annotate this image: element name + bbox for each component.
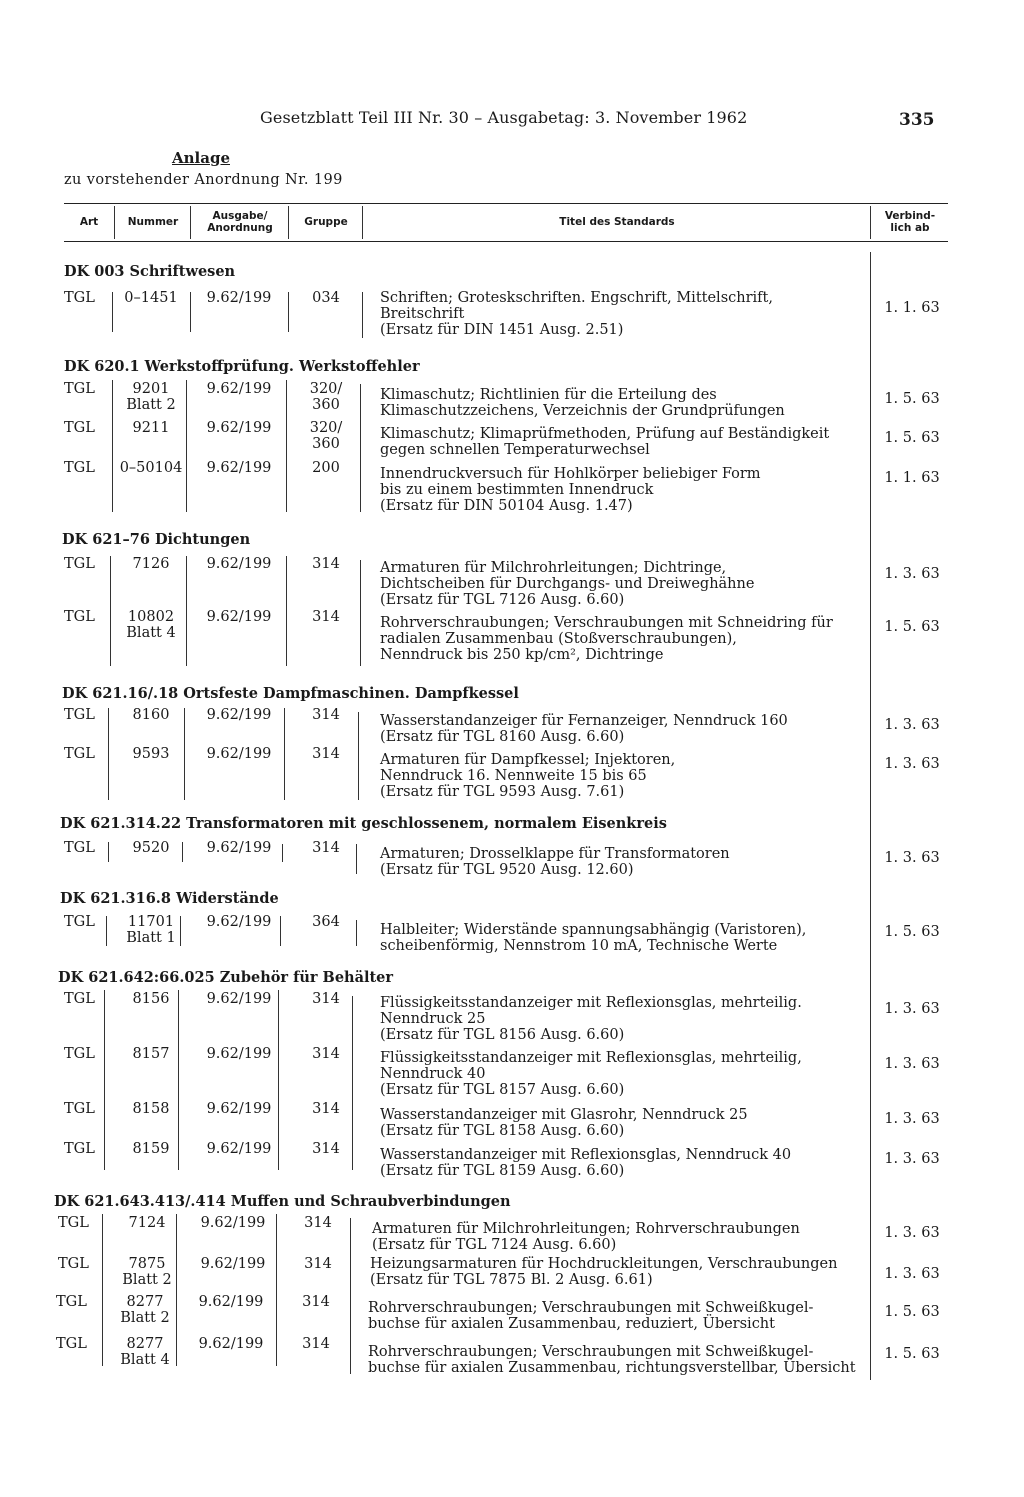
- cell-art: TGL: [64, 381, 95, 397]
- cell-nummer: 10802 Blatt 4: [126, 609, 176, 641]
- cell-titel: Armaturen für Dampfkessel; Injektoren, Nenndruck 16. Nennweite 15 bis 65 (Ersatz für TGL 9593 Ausg. 7.61): [380, 752, 676, 800]
- cell-ausgabe: 9.62/199: [206, 840, 272, 856]
- annex-title: Anlage: [172, 149, 230, 167]
- cell-verbindlich: 1. 3. 63: [884, 717, 940, 733]
- column-header-ausgabe: Ausgabe/ Anordnung: [207, 210, 273, 234]
- cell-titel: Klimaschutz; Klimaprüfmethoden, Prüfung auf Beständigkeit gegen schnellen Temperaturwechsel: [380, 426, 830, 458]
- cell-gruppe: 320/ 360: [309, 420, 343, 452]
- cell-ausgabe: 9.62/199: [198, 1294, 264, 1310]
- cell-gruppe: 200: [312, 460, 340, 476]
- cell-ausgabe: 9.62/199: [206, 1101, 272, 1117]
- cell-gruppe: 314: [312, 609, 340, 625]
- cell-ausgabe: 9.62/199: [206, 460, 272, 476]
- cell-nummer: 0–50104: [119, 460, 183, 476]
- cell-art: TGL: [58, 1215, 89, 1231]
- cell-nummer: 8277 Blatt 4: [120, 1336, 170, 1368]
- section-heading: DK 003 Schriftwesen: [64, 263, 236, 280]
- cell-titel: Armaturen für Milchrohrleitungen; Dichtringe, Dichtscheiben für Durchgangs- und Dreiweghähne (Ersatz für TGL 7126 Ausg. 6.60): [380, 560, 755, 608]
- cell-ausgabe: 9.62/199: [206, 381, 272, 397]
- cell-art: TGL: [64, 746, 95, 762]
- cell-titel: Rohrverschraubungen; Verschraubungen mit Schneidring für radialen Zusammenbau (Stoßverschraubungen), Nenndruck bis 250 kp/cm², Dichtringe: [380, 615, 833, 663]
- cell-titel: Armaturen für Milchrohrleitungen; Rohrverschraubungen (Ersatz für TGL 7124 Ausg. 6.60): [372, 1221, 800, 1253]
- cell-ausgabe: 9.62/199: [206, 609, 272, 625]
- cell-nummer: 8277 Blatt 2: [120, 1294, 170, 1326]
- cell-titel: Heizungsarmaturen für Hochdruckleitungen, Verschraubungen (Ersatz für TGL 7875 Bl. 2 Ausg. 6.61): [370, 1256, 838, 1288]
- cell-nummer: 7875 Blatt 2: [122, 1256, 172, 1288]
- cell-titel: Innendruckversuch für Hohlkörper beliebiger Form bis zu einem bestimmten Innendruck (Ersatz für DIN 50104 Ausg. 1.47): [380, 466, 761, 514]
- cell-gruppe: 314: [312, 991, 340, 1007]
- cell-gruppe: 314: [302, 1294, 330, 1310]
- page-header: Gesetzblatt Teil III Nr. 30 – Ausgabetag: 3. November 1962: [260, 108, 748, 127]
- cell-ausgabe: 9.62/199: [198, 1336, 264, 1352]
- cell-verbindlich: 1. 3. 63: [884, 566, 940, 582]
- cell-verbindlich: 1. 1. 63: [884, 470, 940, 486]
- cell-ausgabe: 9.62/199: [200, 1215, 266, 1231]
- cell-ausgabe: 9.62/199: [200, 1256, 266, 1272]
- cell-gruppe: 320/ 360: [309, 381, 343, 413]
- cell-art: TGL: [64, 1046, 95, 1062]
- cell-titel: Wasserstandanzeiger für Fernanzeiger, Nenndruck 160 (Ersatz für TGL 8160 Ausg. 6.60): [380, 713, 788, 745]
- cell-art: TGL: [56, 1294, 87, 1310]
- cell-titel: Halbleiter; Widerstände spannungsabhängig (Varistoren), scheibenförmig, Nennstrom 10 mA, Technische Werte: [380, 922, 807, 954]
- cell-art: TGL: [64, 1101, 95, 1117]
- cell-ausgabe: 9.62/199: [206, 1141, 272, 1157]
- cell-nummer: 7124: [128, 1215, 166, 1231]
- annex-subtitle: zu vorstehender Anordnung Nr. 199: [64, 172, 343, 188]
- cell-titel: Armaturen; Drosselklappe für Transformatoren (Ersatz für TGL 9520 Ausg. 12.60): [380, 846, 730, 878]
- cell-verbindlich: 1. 5. 63: [884, 619, 940, 635]
- section-heading: DK 621.643.413/.414 Muffen und Schraubverbindungen: [54, 1193, 511, 1210]
- cell-art: TGL: [64, 556, 95, 572]
- cell-gruppe: 314: [312, 707, 340, 723]
- section-heading: DK 621.16/.18 Ortsfeste Dampfmaschinen. Dampfkessel: [62, 685, 519, 702]
- cell-verbindlich: 1. 3. 63: [884, 1001, 940, 1017]
- cell-verbindlich: 1. 1. 63: [884, 300, 940, 316]
- cell-ausgabe: 9.62/199: [206, 914, 272, 930]
- cell-nummer: 0–1451: [124, 290, 178, 306]
- cell-ausgabe: 9.62/199: [206, 420, 272, 436]
- cell-verbindlich: 1. 3. 63: [884, 1225, 940, 1241]
- cell-titel: Rohrverschraubungen; Verschraubungen mit Schweißkugel- buchse für axialen Zusammenbau, reduziert, Übersicht: [368, 1300, 814, 1332]
- cell-verbindlich: 1. 3. 63: [884, 1056, 940, 1072]
- cell-titel: Rohrverschraubungen; Verschraubungen mit Schweißkugel- buchse für axialen Zusammenbau, richtungsverstellbar, Übersicht: [368, 1344, 856, 1376]
- cell-art: TGL: [56, 1336, 87, 1352]
- cell-verbindlich: 1. 3. 63: [884, 756, 940, 772]
- cell-gruppe: 314: [312, 1046, 340, 1062]
- cell-gruppe: 314: [312, 1141, 340, 1157]
- cell-gruppe: 314: [312, 556, 340, 572]
- cell-verbindlich: 1. 5. 63: [884, 430, 940, 446]
- section-heading: DK 620.1 Werkstoffprüfung. Werkstoffehler: [64, 358, 420, 375]
- cell-art: TGL: [64, 460, 95, 476]
- cell-verbindlich: 1. 3. 63: [884, 850, 940, 866]
- cell-gruppe: 314: [304, 1256, 332, 1272]
- cell-nummer: 11701 Blatt 1: [126, 914, 176, 946]
- cell-titel: Klimaschutz; Richtlinien für die Erteilung des Klimaschutzzeichens, Verzeichnis der Grundprüfungen: [380, 387, 785, 419]
- cell-gruppe: 314: [302, 1336, 330, 1352]
- cell-art: TGL: [64, 707, 95, 723]
- column-header-titel: Titel des Standards: [559, 215, 675, 228]
- cell-nummer: 8159: [132, 1141, 170, 1157]
- cell-gruppe: 034: [312, 290, 340, 306]
- cell-gruppe: 314: [304, 1215, 332, 1231]
- cell-nummer: 8160: [132, 707, 170, 723]
- section-heading: DK 621.642:66.025 Zubehör für Behälter: [58, 969, 394, 986]
- cell-nummer: 8158: [132, 1101, 170, 1117]
- page-number: 335: [899, 110, 935, 130]
- column-header-nummer: Nummer: [127, 215, 179, 228]
- cell-nummer: 8157: [132, 1046, 170, 1062]
- cell-ausgabe: 9.62/199: [206, 991, 272, 1007]
- cell-ausgabe: 9.62/199: [206, 290, 272, 306]
- cell-ausgabe: 9.62/199: [206, 707, 272, 723]
- cell-nummer: 7126: [132, 556, 170, 572]
- column-header-art: Art: [79, 215, 99, 228]
- cell-titel: Flüssigkeitsstandanzeiger mit Reflexionsglas, mehrteilig, Nenndruck 40 (Ersatz für TGL 8157 Ausg. 6.60): [380, 1050, 802, 1098]
- cell-art: TGL: [64, 914, 95, 930]
- cell-verbindlich: 1. 5. 63: [884, 1304, 940, 1320]
- cell-titel: Flüssigkeitsstandanzeiger mit Reflexionsglas, mehrteilig. Nenndruck 25 (Ersatz für TGL 8156 Ausg. 6.60): [380, 995, 802, 1043]
- column-header-gruppe: Gruppe: [304, 215, 348, 228]
- cell-titel: Schriften; Groteskschriften. Engschrift, Mittelschrift, Breitschrift (Ersatz für DIN 1451 Ausg. 2.51): [380, 290, 773, 338]
- cell-ausgabe: 9.62/199: [206, 1046, 272, 1062]
- cell-nummer: 9211: [132, 420, 170, 436]
- cell-gruppe: 314: [312, 1101, 340, 1117]
- cell-nummer: 9201 Blatt 2: [126, 381, 176, 413]
- cell-gruppe: 314: [312, 840, 340, 856]
- column-header-verbindlich: Verbind- lich ab: [884, 210, 936, 234]
- cell-ausgabe: 9.62/199: [206, 556, 272, 572]
- cell-ausgabe: 9.62/199: [206, 746, 272, 762]
- cell-art: TGL: [58, 1256, 89, 1272]
- cell-verbindlich: 1. 3. 63: [884, 1151, 940, 1167]
- cell-art: TGL: [64, 290, 95, 306]
- cell-titel: Wasserstandanzeiger mit Reflexionsglas, Nenndruck 40 (Ersatz für TGL 8159 Ausg. 6.60): [380, 1147, 792, 1179]
- cell-verbindlich: 1. 3. 63: [884, 1111, 940, 1127]
- cell-verbindlich: 1. 5. 63: [884, 391, 940, 407]
- cell-nummer: 8156: [132, 991, 170, 1007]
- cell-titel: Wasserstandanzeiger mit Glasrohr, Nenndruck 25 (Ersatz für TGL 8158 Ausg. 6.60): [380, 1107, 748, 1139]
- section-heading: DK 621.316.8 Widerstände: [60, 890, 279, 907]
- cell-verbindlich: 1. 3. 63: [884, 1266, 940, 1282]
- cell-nummer: 9520: [132, 840, 170, 856]
- section-heading: DK 621–76 Dichtungen: [62, 531, 251, 548]
- cell-art: TGL: [64, 420, 95, 436]
- cell-gruppe: 364: [312, 914, 340, 930]
- cell-art: TGL: [64, 991, 95, 1007]
- cell-art: TGL: [64, 609, 95, 625]
- section-heading: DK 621.314.22 Transformatoren mit geschlossenem, normalem Eisenkreis: [60, 815, 667, 832]
- cell-gruppe: 314: [312, 746, 340, 762]
- cell-art: TGL: [64, 1141, 95, 1157]
- cell-nummer: 9593: [132, 746, 170, 762]
- cell-art: TGL: [64, 840, 95, 856]
- cell-verbindlich: 1. 5. 63: [884, 924, 940, 940]
- cell-verbindlich: 1. 5. 63: [884, 1346, 940, 1362]
